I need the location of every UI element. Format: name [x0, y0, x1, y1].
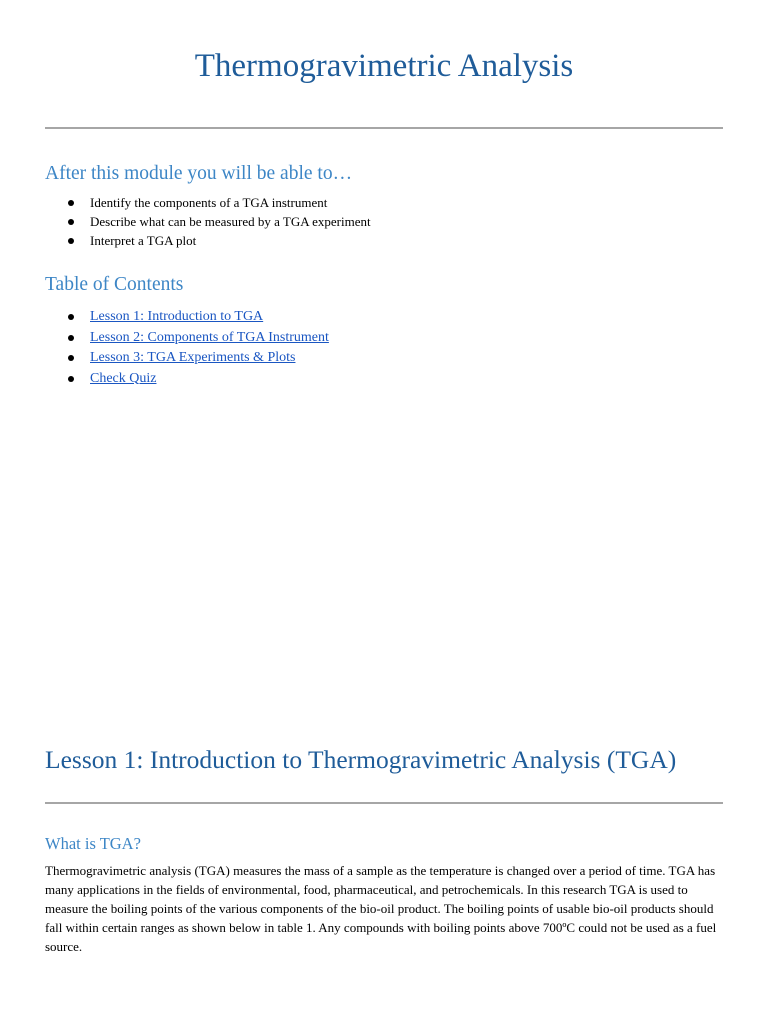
- lesson-1-paragraph: Thermogravimetric analysis (TGA) measures the mass of a sample as the temperature is changed over a period of time. TGA has many applications in the fields of environmental, food, pharmaceutical, and petrochemicals. In this research TGA is used to measure the boiling points of the various components of the bio-oil product. The boiling points of usable bio-oil products should fall within certain ranges as shown below in table 1. Any compounds with boiling points above 700ºC could not be used as a fuel source.: [45, 863, 717, 954]
- bullet-dot-icon: [68, 314, 74, 320]
- list-item: [0, 231, 371, 250]
- bullet-dot-icon: [68, 219, 74, 225]
- list-item: [0, 348, 329, 369]
- toc-link-lesson-1[interactable]: Lesson 1: Introduction to TGA: [90, 309, 264, 324]
- lesson-1-heading: Lesson 1: Introduction to Thermogravimetric Analysis (TGA): [45, 745, 677, 774]
- toc-link-check-quiz[interactable]: Check Quiz: [90, 370, 157, 386]
- title-divider: [45, 127, 723, 129]
- list-item: [0, 193, 371, 212]
- objective-text: Interpret a TGA plot: [90, 233, 197, 248]
- bullet-dot-icon: [68, 376, 74, 382]
- lesson-divider: [45, 802, 723, 804]
- toc-heading: Table of Contents: [45, 274, 184, 295]
- toc-link-lesson-2[interactable]: Lesson 2: Components of TGA Instrument: [90, 329, 329, 345]
- bullet-dot-icon: [68, 238, 74, 244]
- bullet-dot-icon: [68, 200, 74, 206]
- list-item: [0, 369, 329, 390]
- list-item: [0, 212, 371, 231]
- bullet-dot-icon: [68, 355, 74, 361]
- page-title: Thermogravimetric Analysis: [194, 48, 574, 84]
- list-item: [0, 328, 329, 349]
- objectives-heading: After this module you will be able to…: [45, 163, 353, 184]
- objective-text: Describe what can be measured by a TGA experiment: [90, 214, 371, 229]
- objectives-list: [0, 193, 371, 250]
- list-item: [0, 307, 329, 328]
- toc-link-lesson-3[interactable]: Lesson 3: TGA Experiments & Plots: [90, 350, 296, 365]
- objective-text: Identify the components of a TGA instrument: [90, 195, 328, 210]
- bullet-dot-icon: [68, 335, 74, 341]
- toc-list: [0, 307, 329, 389]
- what-is-tga-heading: What is TGA?: [45, 834, 141, 853]
